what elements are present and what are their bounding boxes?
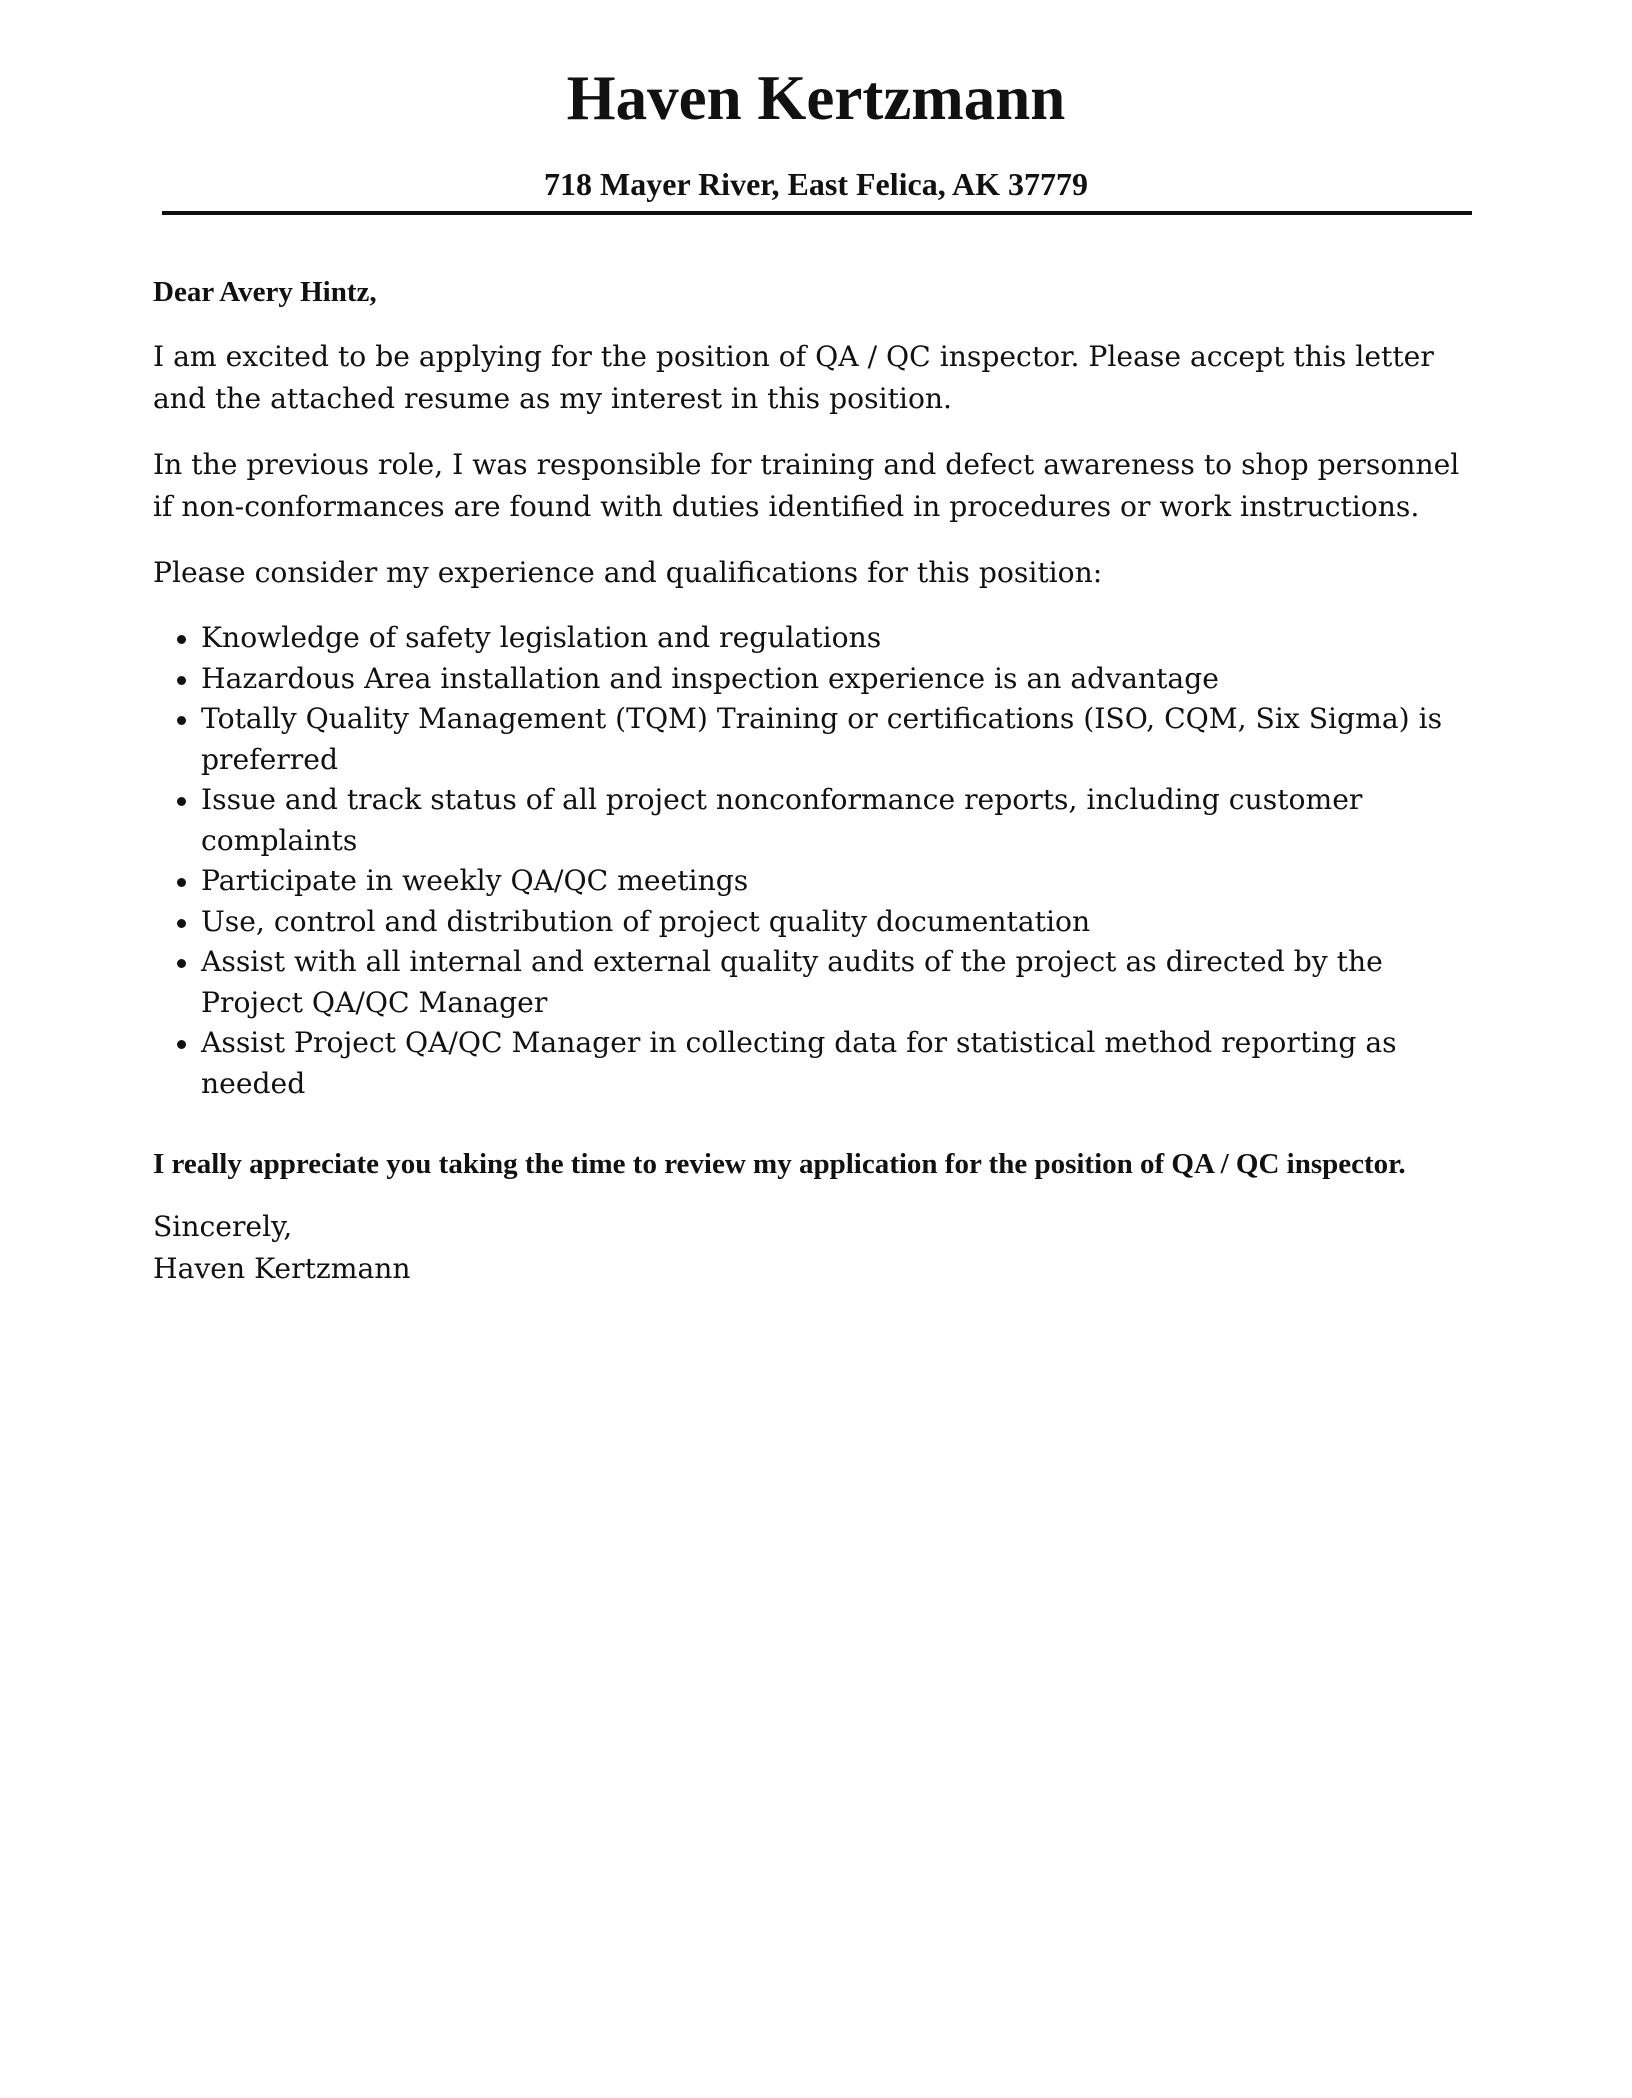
signature-name: Haven Kertzmann	[153, 1252, 411, 1285]
signoff-block	[153, 1206, 1483, 1290]
applicant-name: Haven Kertzmann	[566, 63, 1066, 133]
list-item: Use, control and distribution of project quality documentation	[153, 902, 1483, 943]
list-item: Hazardous Area installation and inspection experience is an advantage	[153, 659, 1483, 700]
qualifications-list	[153, 618, 1483, 1104]
list-item: Issue and track status of all project nonconformance reports, including customer complaints	[153, 780, 1483, 861]
header-divider	[162, 211, 1472, 215]
letter-body	[153, 270, 1483, 1290]
list-item: Totally Quality Management (TQM) Training or certifications (ISO, CQM, Six Sigma) is preferred	[153, 699, 1483, 780]
experience-paragraph: In the previous role, I was responsible for training and defect awareness to shop personnel if non-conformances are found with duties identified in procedures or work instructions.	[153, 448, 1460, 523]
signoff: Sincerely,	[153, 1210, 293, 1243]
intro-paragraph: I am excited to be applying for the position of QA / QC inspector. Please accept this letter and the attached resume as my interest in this position.	[153, 340, 1434, 415]
qualifications-intro: Please consider my experience and qualifications for this position:	[153, 556, 1103, 589]
list-item: Knowledge of safety legislation and regulations	[153, 618, 1483, 659]
list-item: Participate in weekly QA/QC meetings	[153, 861, 1483, 902]
list-item: Assist with all internal and external quality audits of the project as directed by the Project QA/QC Manager	[153, 942, 1483, 1023]
closing-statement: I really appreciate you taking the time to review my application for the position of QA / QC inspector.	[153, 1148, 1406, 1180]
salutation: Dear Avery Hintz,	[153, 276, 377, 308]
applicant-address: 718 Mayer River, East Felica, AK 37779	[544, 166, 1088, 202]
list-item: Assist Project QA/QC Manager in collecting data for statistical method reporting as needed	[153, 1023, 1483, 1104]
